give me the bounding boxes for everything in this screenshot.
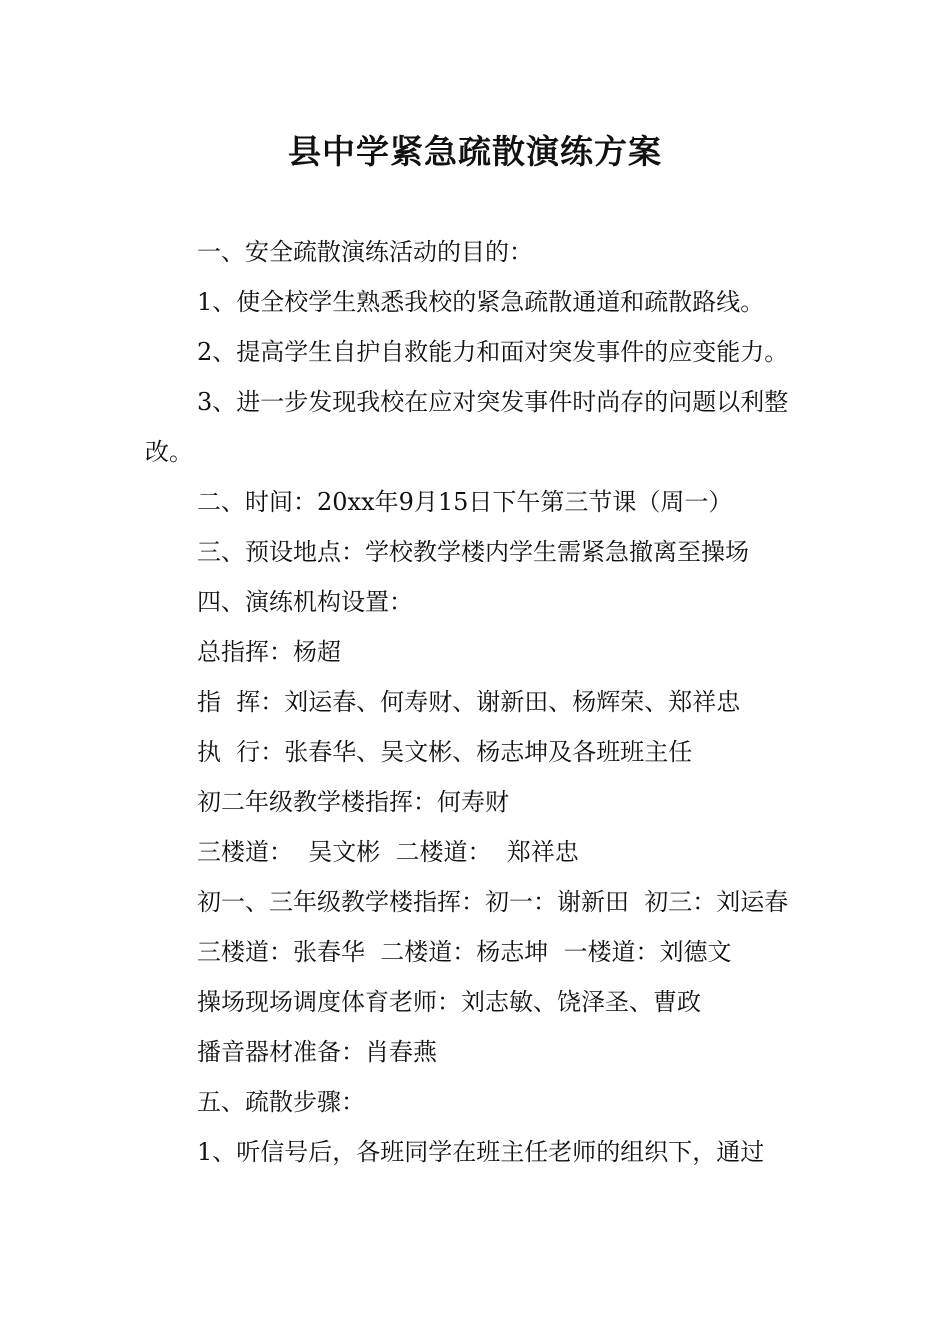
org-broadcast-equipment: 播音器材准备：肖春燕 — [197, 1038, 437, 1066]
org-grade1-3-floors: 三楼道：张春华 二楼道：杨志坤 一楼道：刘德文 — [197, 938, 732, 966]
document-title: 县中学紧急疏散演练方案 — [288, 132, 662, 171]
org-grade2-building: 初二年级教学楼指挥：何寿财 — [197, 788, 509, 816]
org-playground-dispatch: 操场现场调度体育老师：刘志敏、饶泽圣、曹政 — [197, 988, 701, 1016]
purpose-item-3: 3、进一步发现我校在应对突发事件时尚存的问题以利整改。 — [145, 388, 789, 466]
purpose-item-2: 2、提高学生自护自救能力和面对突发事件的应变能力。 — [197, 338, 789, 366]
section-heading-steps: 五、疏散步骤： — [197, 1088, 365, 1116]
section-heading-purpose: 一、安全疏散演练活动的目的： — [197, 238, 533, 266]
section-location: 三、预设地点：学校教学楼内学生需紧急撤离至操场 — [197, 538, 749, 566]
org-grade1-3-building: 初一、三年级教学楼指挥：初一：谢新田 初三：刘运春 — [197, 888, 789, 916]
org-commanders: 指 挥：刘运春、何寿财、谢新田、杨辉荣、郑祥忠 — [197, 688, 741, 716]
org-executors: 执 行：张春华、吴文彬、杨志坤及各班班主任 — [197, 738, 693, 766]
org-grade2-floors: 三楼道： 吴文彬 二楼道： 郑祥忠 — [197, 838, 579, 866]
section-heading-organization: 四、演练机构设置： — [197, 588, 413, 616]
org-chief-commander: 总指挥：杨超 — [197, 638, 341, 666]
step-item-1: 1、听信号后，各班同学在班主任老师的组织下，通过 — [197, 1138, 765, 1166]
document-body — [145, 227, 810, 1177]
section-time: 二、时间：20xx年9月15日下午第三节课（周一） — [197, 488, 733, 516]
purpose-item-1: 1、使全校学生熟悉我校的紧急疏散通道和疏散路线。 — [197, 288, 765, 316]
